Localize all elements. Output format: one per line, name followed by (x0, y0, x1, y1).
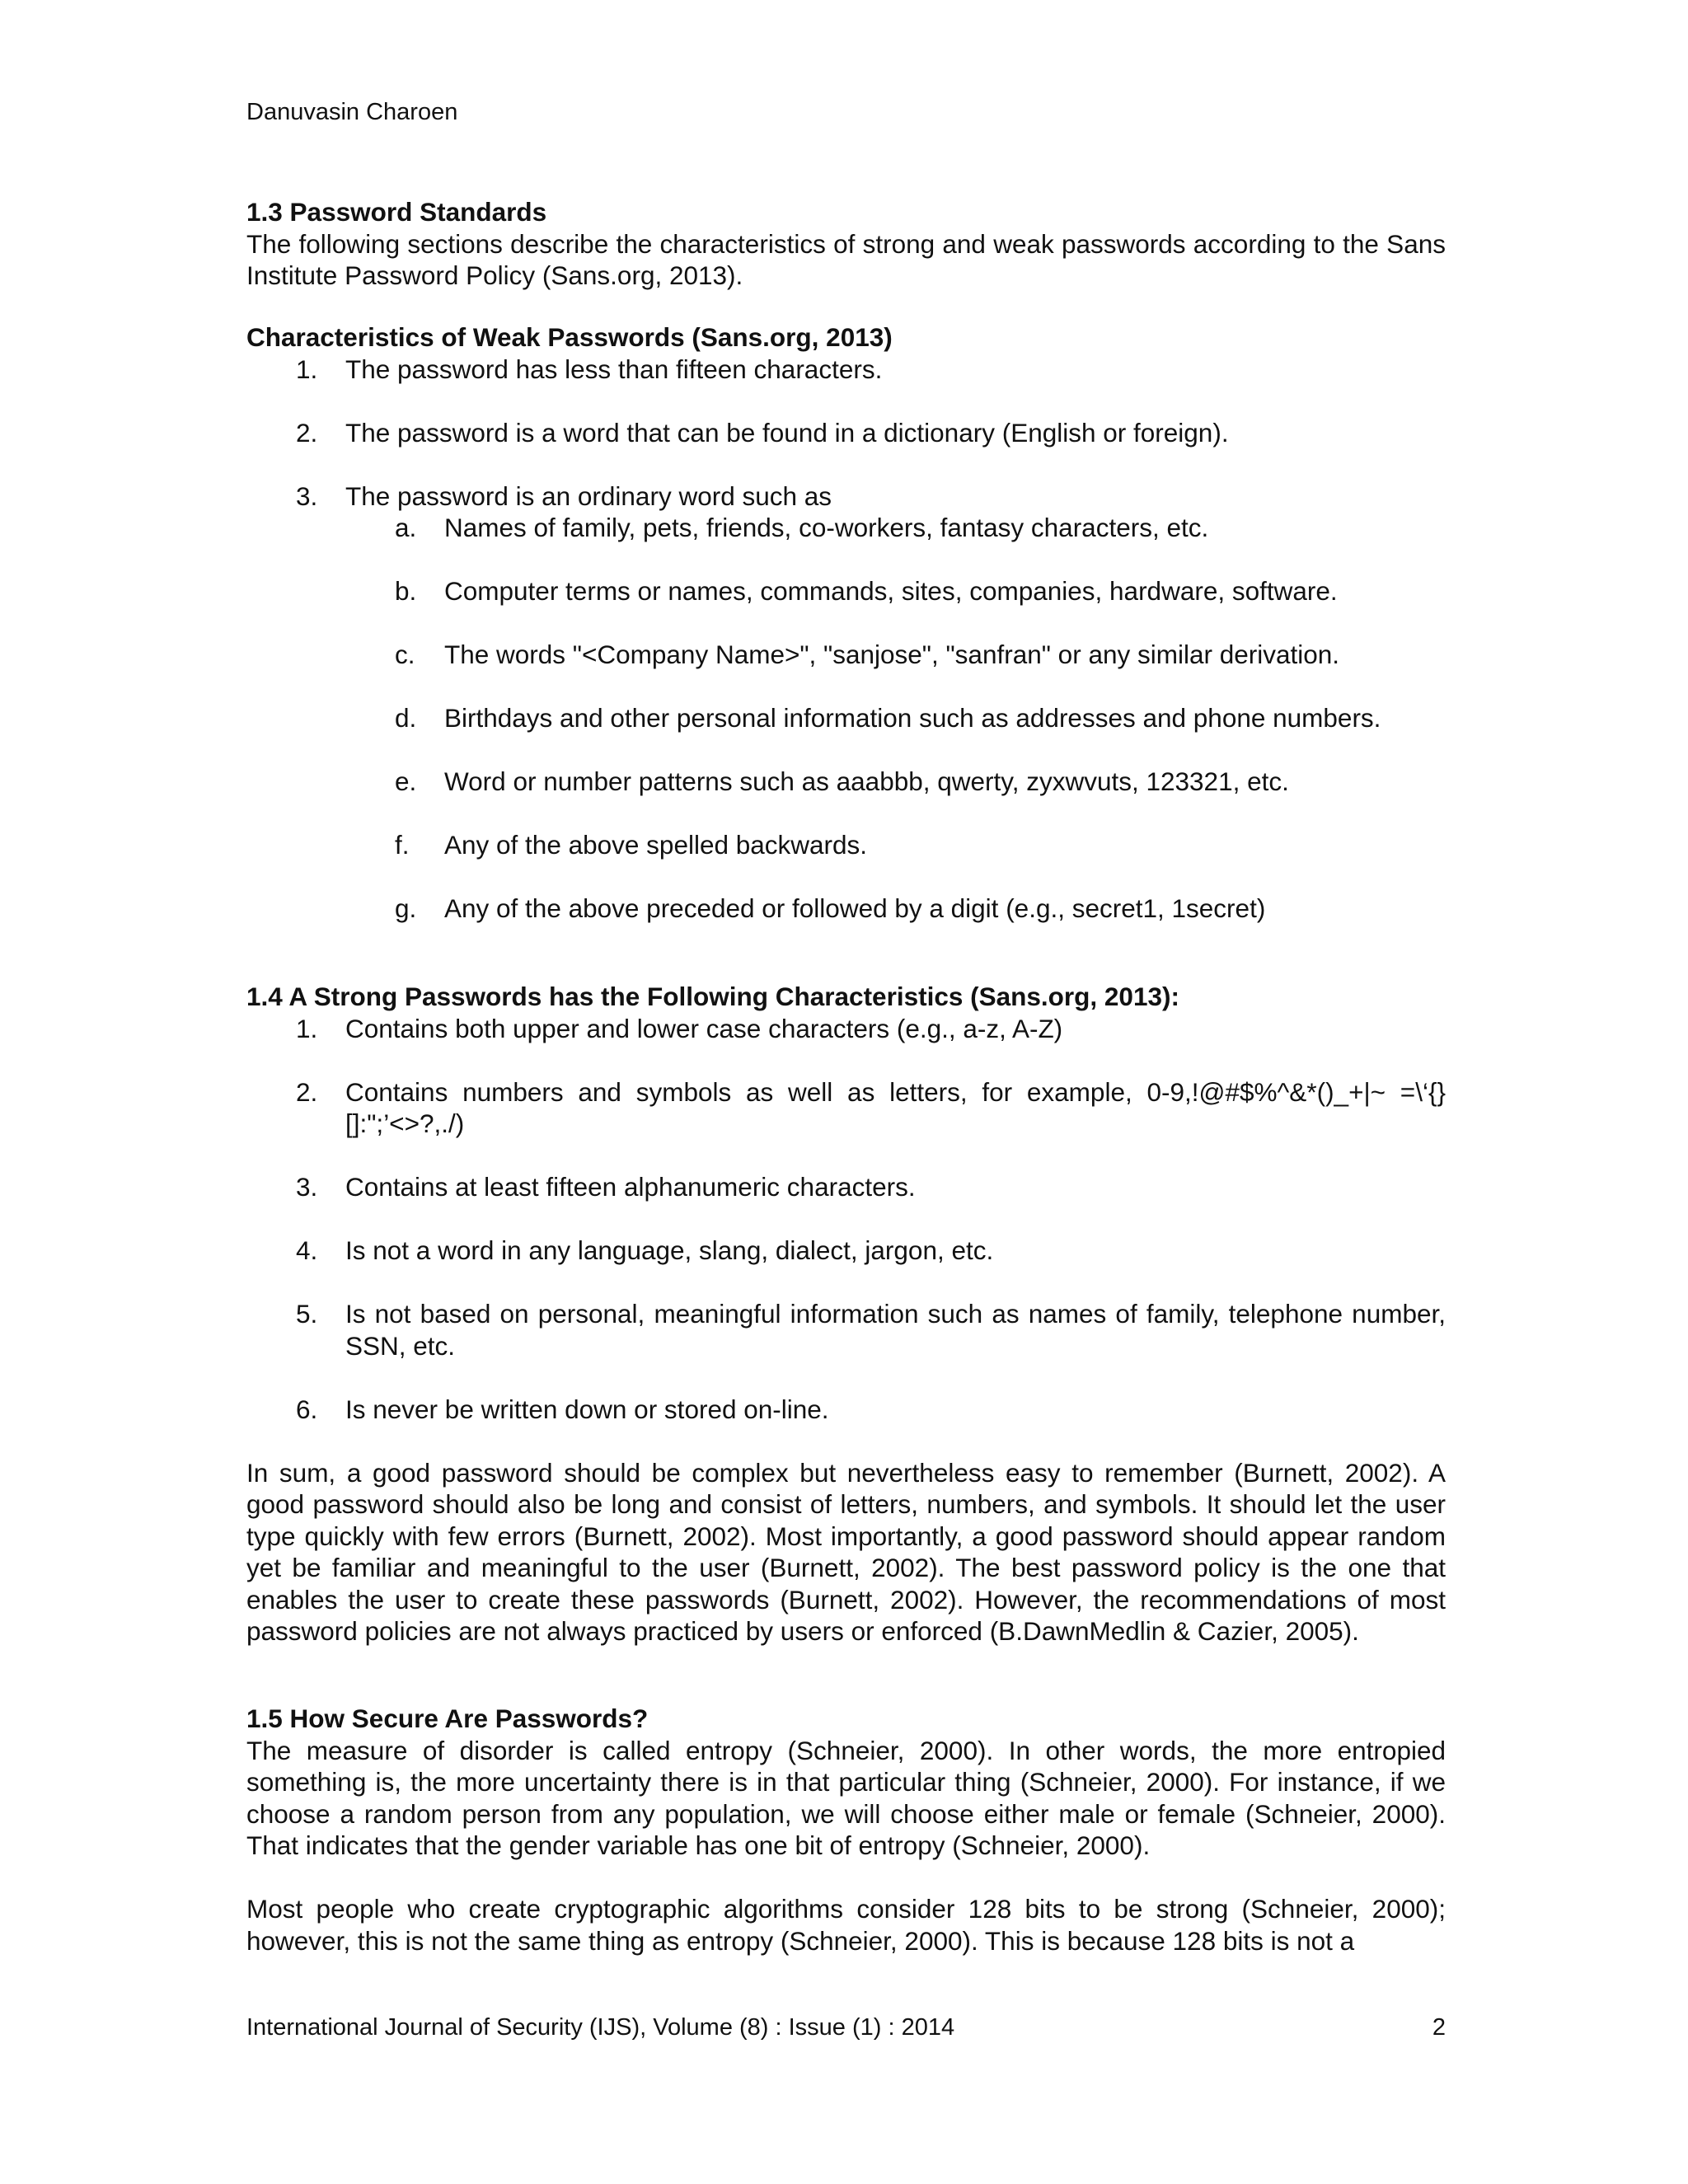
list-letter: c. (395, 640, 415, 669)
list-number: 4. (296, 1235, 318, 1265)
list-text: Computer terms or names, commands, sites, companies, hardware, software. (444, 576, 1338, 606)
list-number: 3. (296, 480, 318, 511)
list-text: Birthdays and other personal information such as addresses and phone numbers. (444, 703, 1381, 733)
list-number: 3. (296, 1172, 318, 1202)
list-text: Word or number patterns such as aaabbb, qwerty, zyxwvuts, 123321, etc. (444, 766, 1289, 796)
list-item (246, 417, 1446, 449)
page-number: 2 (1432, 2014, 1446, 2041)
section-1-4 (246, 981, 1446, 1647)
list-item (246, 1394, 1446, 1426)
sub-list-item (246, 512, 1446, 544)
list-item (246, 354, 1446, 386)
weak-passwords-section (246, 321, 1446, 925)
list-text: Contains both upper and lower case characters (e.g., a-z, A-Z) (345, 1013, 1063, 1043)
list-item (246, 1235, 1446, 1267)
list-text: Names of family, pets, friends, co-workers, fantasy characters, etc. (444, 513, 1209, 542)
sub-list-item (246, 702, 1446, 734)
running-head: Danuvasin Charoen (246, 99, 458, 125)
list-text: Any of the above preceded or followed by a digit (e.g., secret1, 1secret) (444, 893, 1266, 923)
paragraph: The following sections describe the characteristics of strong and weak passwords according to the Sans Institute Password Policy (Sans.org, 2013). (246, 228, 1446, 290)
paragraph: The measure of disorder is called entropy (Schneier, 2000). In other words, the more entropied something is, the more uncertainty there is in that particular thing (Schneier, 2000). For instance, if we choose a random person from any population, we will choose either male or female (Schneier, 2000). That indicates that the gender variable has one bit of entropy (Schneier, 2000). (246, 1735, 1446, 1860)
list-text: The password is an ordinary word such as (345, 480, 832, 511)
section-heading: 1.4 A Strong Passwords has the Following Characteristics (Sans.org, 2013): (246, 982, 1179, 1011)
list-number: 1. (296, 1013, 318, 1043)
list-text: Is not based on personal, meaningful information such as names of family, telephone number, SSN, etc. (345, 1299, 1446, 1361)
list-text: The password has less than fifteen characters. (345, 354, 883, 384)
sub-list-item (246, 829, 1446, 861)
section-1-5 (246, 1703, 1446, 1957)
list-item (246, 480, 1446, 513)
section-1-3 (246, 196, 1446, 292)
list-number: 2. (296, 1076, 318, 1107)
list-number: 1. (296, 354, 318, 384)
list-letter: b. (395, 576, 417, 606)
list-item (246, 1171, 1446, 1203)
section-heading: 1.3 Password Standards (246, 197, 547, 227)
list-text: The password is a word that can be found in a dictionary (English or foreign). (345, 417, 1229, 448)
list-letter: g. (395, 893, 417, 923)
sub-list-item (246, 893, 1446, 925)
list-letter: d. (395, 703, 417, 733)
section-heading: 1.5 How Secure Are Passwords? (246, 1704, 649, 1733)
list-letter: f. (395, 830, 410, 860)
page-footer (246, 2013, 1446, 2042)
list-text: Is never be written down or stored on-line. (345, 1394, 829, 1424)
list-text: Any of the above spelled backwards. (444, 830, 868, 860)
list-letter: e. (395, 766, 417, 796)
paragraph: In sum, a good password should be complex but nevertheless easy to remember (Burnett, 2002). A good password should also be long and consist of letters, numbers, and symbols. It should let the user type quickly with few errors (Burnett, 2002). Most importantly, a good password should appear random yet be familiar and meaningful to the user (Burnett, 2002). The best password policy is the one that enables the user to create these passwords (Burnett, 2002). However, the recommendations of most password policies are not always practiced by users or enforced (B.DawnMedlin & Cazier, 2005). (246, 1457, 1446, 1646)
list-item (246, 1076, 1446, 1140)
list-text: Contains at least fifteen alphanumeric characters. (345, 1172, 916, 1202)
list-number: 6. (296, 1394, 318, 1424)
sub-list-item (246, 639, 1446, 671)
paragraph: Most people who create cryptographic algorithms consider 128 bits to be strong (Schneier, 2000); however, this is not the same thing as entropy (Schneier, 2000). This is because 128 bits is not a (246, 1894, 1446, 1956)
list-number: 2. (296, 417, 318, 448)
journal-citation: International Journal of Security (IJS), Volume (8) : Issue (1) : 2014 (246, 2014, 955, 2041)
list-number: 5. (296, 1299, 318, 1329)
list-item (246, 1013, 1446, 1045)
sub-list-item (246, 766, 1446, 798)
list-text: The words "<Company Name>", "sanjose", "sanfran" or any similar derivation. (444, 640, 1340, 669)
list-letter: a. (395, 513, 417, 542)
section-heading: Characteristics of Weak Passwords (Sans.org, 2013) (246, 322, 893, 352)
list-text: Is not a word in any language, slang, dialect, jargon, etc. (345, 1235, 994, 1265)
list-item (246, 1298, 1446, 1361)
sub-list-item (246, 575, 1446, 607)
list-text: Contains numbers and symbols as well as letters, for example, 0-9,!@#$%^&*()_+|~ =\‘{}[]:";’<>?,./) (345, 1076, 1446, 1138)
